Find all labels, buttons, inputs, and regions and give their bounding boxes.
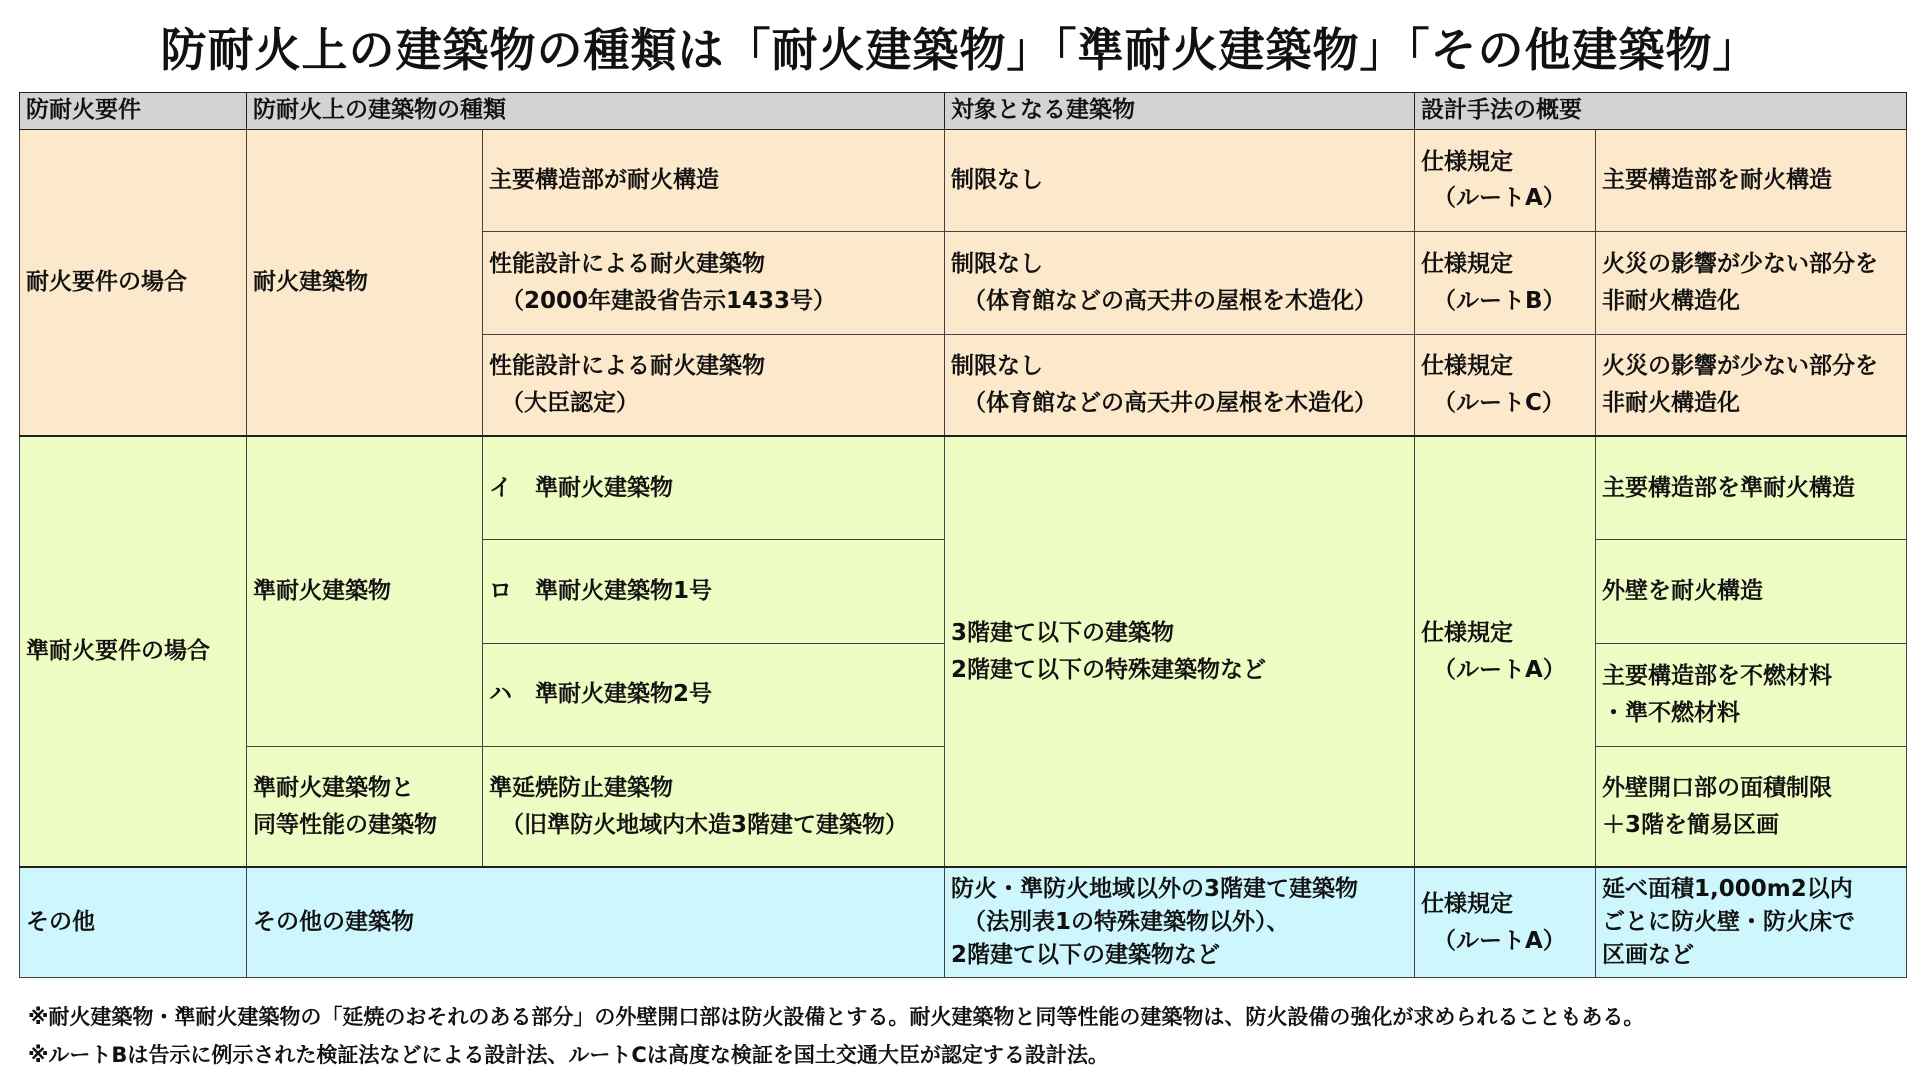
semi-route-cell: 仕様規定 （ルートA） — [1415, 436, 1596, 867]
footnote: ※ルートBは告示に例示された検証法などによる設計法、ルートCは高度な検証を国土交通大臣が認定する設計法。 — [28, 1043, 1109, 1067]
semi-requirement-cell: 準耐火要件の場合 — [20, 436, 247, 867]
semi-summary-cell: 外壁を耐火構造 — [1596, 540, 1907, 643]
semi-subtype-cell: イ 準耐火建築物 — [483, 436, 945, 539]
equiv-summary-cell: 外壁開口部の面積制限 ＋3階を簡易区画 — [1596, 747, 1907, 867]
fire-route-cell: 仕様規定 （ルートA） — [1415, 129, 1596, 231]
table-row — [20, 129, 1907, 231]
header-target: 対象となる建築物 — [945, 93, 1415, 130]
fire-type-cell: 耐火建築物 — [247, 129, 483, 436]
fire-resistance-table — [19, 92, 1907, 978]
header-requirement: 防耐火要件 — [20, 93, 247, 130]
other-route-cell: 仕様規定 （ルートA） — [1415, 867, 1596, 977]
fire-subtype-cell: 主要構造部が耐火構造 — [483, 129, 945, 231]
equiv-type-cell: 準耐火建築物と 同等性能の建築物 — [247, 747, 483, 867]
fire-summary-cell: 主要構造部を耐火構造 — [1596, 129, 1907, 231]
table-header-row — [20, 93, 1907, 130]
fire-target-cell: 制限なし （体育館などの高天井の屋根を木造化） — [945, 334, 1415, 436]
fire-requirement-cell: 耐火要件の場合 — [20, 129, 247, 436]
fire-summary-cell: 火災の影響が少ない部分を 非耐火構造化 — [1596, 334, 1907, 436]
other-target-cell: 防火・準防火地域以外の3階建て建築物 （法別表1の特殊建築物以外）、 2階建て以下の建築物など — [945, 867, 1415, 977]
fire-summary-cell: 火災の影響が少ない部分を 非耐火構造化 — [1596, 232, 1907, 334]
semi-summary-cell: 主要構造部を不燃材料 ・準不燃材料 — [1596, 643, 1907, 746]
fire-target-cell: 制限なし （体育館などの高天井の屋根を木造化） — [945, 232, 1415, 334]
header-type: 防耐火上の建築物の種類 — [247, 93, 945, 130]
other-summary-cell: 延べ面積1,000m2以内 ごとに防火壁・防火床で 区画など — [1596, 867, 1907, 977]
table-row — [20, 867, 1907, 977]
table-row — [20, 436, 1907, 539]
fire-subtype-cell: 性能設計による耐火建築物 （大臣認定） — [483, 334, 945, 436]
page-title: 防耐火上の建築物の種類は「耐火建築物」「準耐火建築物」「その他建築物」 — [160, 23, 1760, 77]
other-type-cell: その他の建築物 — [247, 867, 945, 977]
header-method: 設計手法の概要 — [1415, 93, 1907, 130]
fire-route-cell: 仕様規定 （ルートC） — [1415, 334, 1596, 436]
fire-target-cell: 制限なし — [945, 129, 1415, 231]
semi-target-cell: 3階建て以下の建築物 2階建て以下の特殊建築物など — [945, 436, 1415, 867]
semi-summary-cell: 主要構造部を準耐火構造 — [1596, 436, 1907, 539]
footnote: ※耐火建築物・準耐火建築物の「延焼のおそれのある部分」の外壁開口部は防火設備とする。耐火建築物と同等性能の建築物は、防火設備の強化が求められることもある。 — [28, 1005, 1645, 1029]
semi-type-cell: 準耐火建築物 — [247, 436, 483, 746]
fire-subtype-cell: 性能設計による耐火建築物 （2000年建設省告示1433号） — [483, 232, 945, 334]
fire-route-cell: 仕様規定 （ルートB） — [1415, 232, 1596, 334]
semi-subtype-cell: ロ 準耐火建築物1号 — [483, 540, 945, 643]
semi-subtype-cell: ハ 準耐火建築物2号 — [483, 643, 945, 746]
other-requirement-cell: その他 — [20, 867, 247, 977]
equiv-subtype-cell: 準延焼防止建築物 （旧準防火地域内木造3階建て建築物） — [483, 747, 945, 867]
footnotes — [28, 998, 1908, 1074]
